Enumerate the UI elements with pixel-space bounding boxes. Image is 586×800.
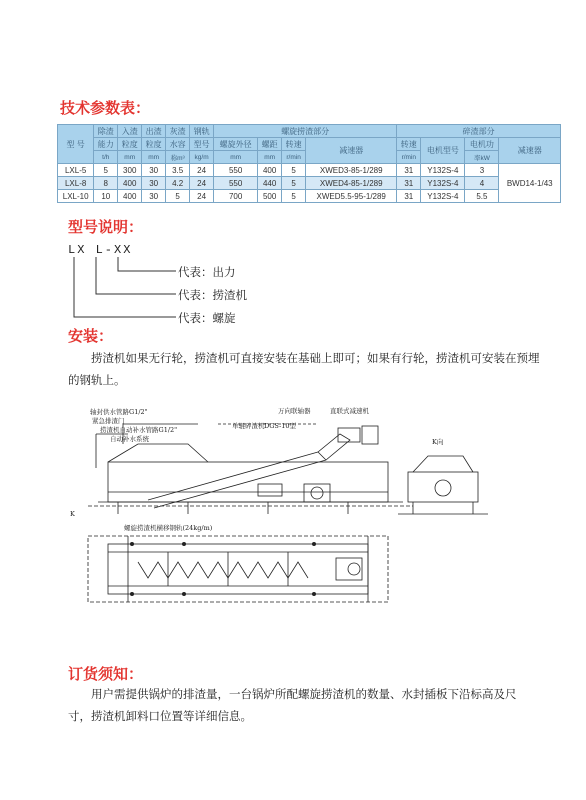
install-heading: 安装： [68, 327, 114, 345]
col-model: 型 号 [58, 125, 94, 164]
label-emergency-door: 紧急排渣门 [92, 417, 125, 425]
label-coupling: 万向联轴器 [278, 407, 311, 415]
legend-output: 代表：出力 [178, 265, 236, 279]
order-text: 用户需提供锅炉的排渣量，一台锅炉所配螺旋捞渣机的数量、水封插板下沿标高及尺寸，捞渣机卸料口位置等详细信息。 [68, 687, 517, 723]
spec-heading: 技术参数表： [60, 99, 151, 117]
table-header-row: 型 号 除渣 入渣 出渣 灰渣 钢轨 螺旋捞渣部分 碎渣部分 [58, 125, 561, 138]
order-heading: 订货须知： [68, 665, 144, 683]
label-k: K [70, 510, 75, 518]
spec-table [57, 124, 561, 203]
label-crusher: 单辊碎渣机 [232, 422, 265, 430]
legend-screw: 代表：螺旋 [178, 311, 236, 325]
group-screw: 螺旋捞渣部分 [214, 125, 397, 138]
table-header-row: t/h mm mm 称m³ kg/m mm mm r/min r/min 率kW [58, 151, 561, 164]
model-code-leader-lines [60, 255, 180, 325]
legend-slag-remover: 代表：捞渣机 [178, 288, 247, 302]
engineering-drawing [68, 404, 518, 614]
label-k-view: K向 [432, 438, 444, 446]
table-row: LXL-10 10 400 30 5 24 700 500 5 XWED5.5-95-1/289 31 Y132S-4 5.5 [58, 190, 561, 203]
label-crusher-model: DGS-10型 [264, 422, 297, 430]
model-heading: 型号说明： [68, 218, 144, 236]
table-header-row: 能力 粒度 粒度 水容 型号 螺旋外径 螺距 转速 减速器 转速 电机型号 电机功 减速器 [58, 138, 561, 151]
shared-crush-reducer: BWD14-1/43 [499, 164, 561, 203]
group-crush: 碎渣部分 [397, 125, 561, 138]
label-auto-water-pipe: 捞渣机自动补水管路G1/2" [100, 426, 178, 434]
label-seal-water: 轴封供水管路G1/2" [90, 408, 148, 416]
table-row: LXL-5 5 300 30 3.5 24 550 400 5 XWED3-85-1/289 31 Y132S-4 3 BWD14-1/43 [58, 164, 561, 177]
install-text: 捞渣机如果无行轮，捞渣机可直接安装在基础上即可；如果有行轮，捞渣机可安装在预埋的钢轨上。 [68, 351, 540, 387]
model-code: LX L-XX [68, 243, 133, 257]
label-reducer: 直联式减速机 [330, 407, 369, 415]
label-auto-water-system: 自动补水系统 [110, 435, 149, 443]
table-row: LXL-8 8 400 30 4.2 24 550 440 5 XWED4-85-1/289 31 Y132S-4 4 [58, 177, 561, 190]
label-rail: 螺旋捞渣机横移钢轨(24kg/m) [124, 524, 213, 532]
